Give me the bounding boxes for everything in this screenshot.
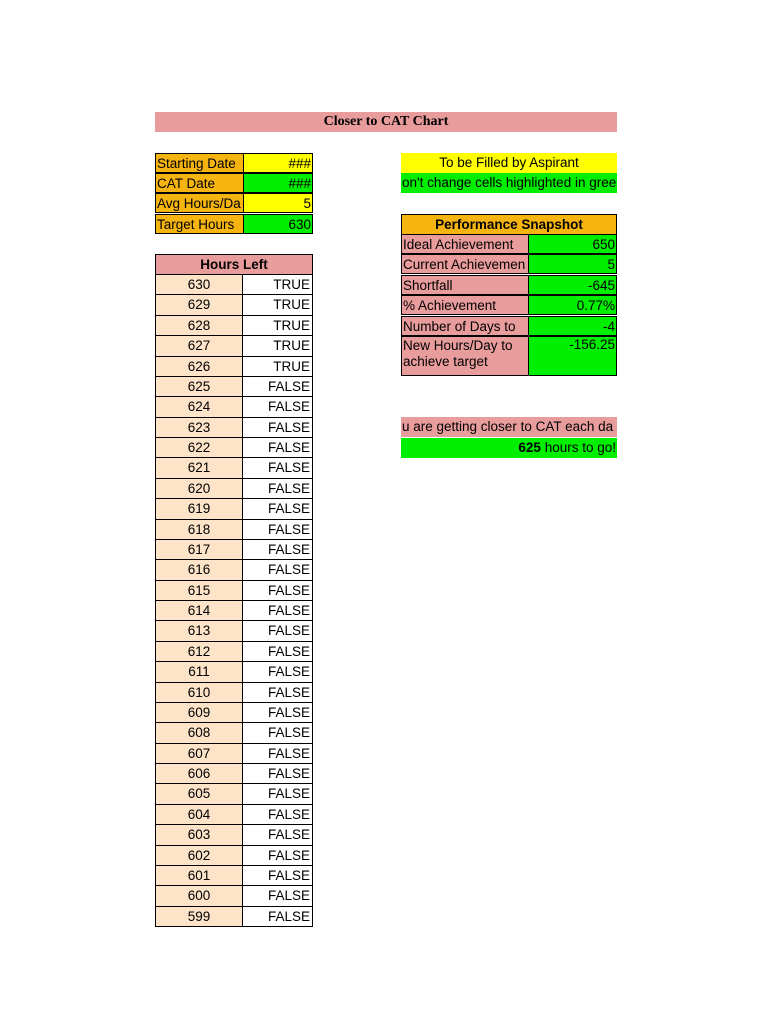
hours-to-go <box>401 438 617 458</box>
hours-left-value: 622 <box>155 438 243 458</box>
hours-left-flag: FALSE <box>243 723 313 743</box>
table-row <box>155 458 313 478</box>
hours-left-flag: FALSE <box>243 397 313 417</box>
hours-left-value: 602 <box>155 846 243 866</box>
table-row <box>155 846 313 866</box>
hours-to-go-value: 625 <box>518 440 541 455</box>
legend-dont-change: on't change cells highlighted in gree <box>401 173 617 193</box>
hours-left-value: 612 <box>155 642 243 662</box>
hours-left-flag: FALSE <box>243 846 313 866</box>
hours-left-value: 606 <box>155 764 243 784</box>
hours-left-value: 601 <box>155 866 243 886</box>
hours-left-value: 610 <box>155 683 243 703</box>
current-achievement-label: Current Achievemen <box>401 254 529 274</box>
hours-left-value: 599 <box>155 907 243 927</box>
hours-left-flag: TRUE <box>243 316 313 336</box>
hours-left-flag: FALSE <box>243 703 313 723</box>
table-row <box>155 703 313 723</box>
hours-left-flag: FALSE <box>243 744 313 764</box>
table-row <box>155 866 313 886</box>
table-row <box>155 336 313 356</box>
starting-date-label: Starting Date <box>155 153 244 173</box>
ideal-achievement-value: 650 <box>528 234 617 254</box>
percent-achievement-label: % Achievement <box>401 295 529 315</box>
hours-left-flag: FALSE <box>243 601 313 621</box>
hours-left-value: 623 <box>155 418 243 438</box>
hours-left-flag: TRUE <box>243 295 313 315</box>
hours-left-value: 617 <box>155 540 243 560</box>
table-row <box>155 397 313 417</box>
table-row <box>155 581 313 601</box>
hours-left-flag: TRUE <box>243 275 313 295</box>
legend-filled-by-aspirant: To be Filled by Aspirant <box>401 153 617 173</box>
percent-achievement-value: 0.77% <box>528 295 617 315</box>
hours-left-flag: FALSE <box>243 621 313 641</box>
hours-left-value: 608 <box>155 723 243 743</box>
target-hours-label: Target Hours <box>155 214 244 234</box>
hours-left-value: 628 <box>155 316 243 336</box>
hours-left-value: 616 <box>155 560 243 580</box>
table-row <box>155 601 313 621</box>
hours-left-value: 629 <box>155 295 243 315</box>
hours-left-flag: FALSE <box>243 581 313 601</box>
hours-left-value: 620 <box>155 479 243 499</box>
table-row <box>155 316 313 336</box>
hours-left-value: 626 <box>155 357 243 377</box>
hours-left-value: 618 <box>155 520 243 540</box>
new-hours-per-day-label: New Hours/Day to achieve target <box>401 336 529 376</box>
hours-left-flag: FALSE <box>243 520 313 540</box>
hours-left-value: 600 <box>155 886 243 906</box>
hours-left-flag: FALSE <box>243 764 313 784</box>
table-row <box>155 764 313 784</box>
table-row <box>155 886 313 906</box>
table-row <box>155 621 313 641</box>
days-to-label: Number of Days to <box>401 316 529 336</box>
cat-date-value[interactable]: ### <box>243 173 313 193</box>
hours-left-value: 607 <box>155 744 243 764</box>
sheet-title: Closer to CAT Chart <box>155 112 617 132</box>
current-achievement-value: 5 <box>528 254 617 274</box>
hours-left-flag: FALSE <box>243 866 313 886</box>
table-row <box>155 560 313 580</box>
table-row <box>155 805 313 825</box>
hours-left-flag: FALSE <box>243 377 313 397</box>
table-row <box>155 642 313 662</box>
hours-left-value: 613 <box>155 621 243 641</box>
hours-left-flag: FALSE <box>243 418 313 438</box>
hours-left-flag: FALSE <box>243 438 313 458</box>
hours-left-header: Hours Left <box>155 254 313 275</box>
table-row <box>155 723 313 743</box>
hours-left-value: 611 <box>155 662 243 682</box>
table-row <box>155 438 313 458</box>
table-row <box>155 540 313 560</box>
hours-left-flag: TRUE <box>243 357 313 377</box>
hours-to-go-suffix: hours to go! <box>544 440 616 455</box>
hours-left-flag: FALSE <box>243 540 313 560</box>
hours-left-flag: FALSE <box>243 825 313 845</box>
hours-left-value: 625 <box>155 377 243 397</box>
table-row <box>155 499 313 519</box>
hours-left-flag: FALSE <box>243 458 313 478</box>
hours-left-value: 615 <box>155 581 243 601</box>
avg-hours-label: Avg Hours/Da <box>155 193 244 213</box>
starting-date-value[interactable]: ### <box>243 153 313 173</box>
hours-left-flag: FALSE <box>243 805 313 825</box>
hours-left-value: 621 <box>155 458 243 478</box>
shortfall-label: Shortfall <box>401 275 529 295</box>
table-row <box>155 357 313 377</box>
hours-left-value: 614 <box>155 601 243 621</box>
table-row <box>155 784 313 804</box>
closer-message: u are getting closer to CAT each da <box>401 417 617 437</box>
hours-left-value: 627 <box>155 336 243 356</box>
table-row <box>155 479 313 499</box>
hours-left-value: 624 <box>155 397 243 417</box>
hours-left-flag: FALSE <box>243 907 313 927</box>
hours-left-rows <box>155 275 313 927</box>
ideal-achievement-label: Ideal Achievement <box>401 234 529 254</box>
hours-left-value: 603 <box>155 825 243 845</box>
hours-left-value: 605 <box>155 784 243 804</box>
table-row <box>155 377 313 397</box>
hours-left-flag: FALSE <box>243 662 313 682</box>
hours-left-flag: FALSE <box>243 479 313 499</box>
hours-left-value: 604 <box>155 805 243 825</box>
cat-date-label: CAT Date <box>155 173 244 193</box>
table-row <box>155 295 313 315</box>
target-hours-value[interactable]: 630 <box>243 214 313 234</box>
table-row <box>155 275 313 295</box>
hours-left-flag: FALSE <box>243 784 313 804</box>
table-row <box>155 662 313 682</box>
table-row <box>155 825 313 845</box>
avg-hours-value[interactable]: 5 <box>243 193 313 213</box>
hours-left-value: 609 <box>155 703 243 723</box>
hours-left-flag: FALSE <box>243 499 313 519</box>
hours-left-value: 630 <box>155 275 243 295</box>
hours-left-flag: FALSE <box>243 886 313 906</box>
table-row <box>155 418 313 438</box>
hours-left-flag: TRUE <box>243 336 313 356</box>
hours-left-flag: FALSE <box>243 642 313 662</box>
table-row <box>155 744 313 764</box>
hours-left-table <box>155 254 313 927</box>
snapshot-header: Performance Snapshot <box>401 214 617 235</box>
days-to-value: -4 <box>528 316 617 336</box>
hours-left-value: 619 <box>155 499 243 519</box>
table-row <box>155 520 313 540</box>
shortfall-value: -645 <box>528 275 617 295</box>
table-row <box>155 683 313 703</box>
hours-left-flag: FALSE <box>243 683 313 703</box>
hours-left-flag: FALSE <box>243 560 313 580</box>
table-row <box>155 907 313 927</box>
new-hours-per-day-value: -156.25 <box>528 336 617 376</box>
